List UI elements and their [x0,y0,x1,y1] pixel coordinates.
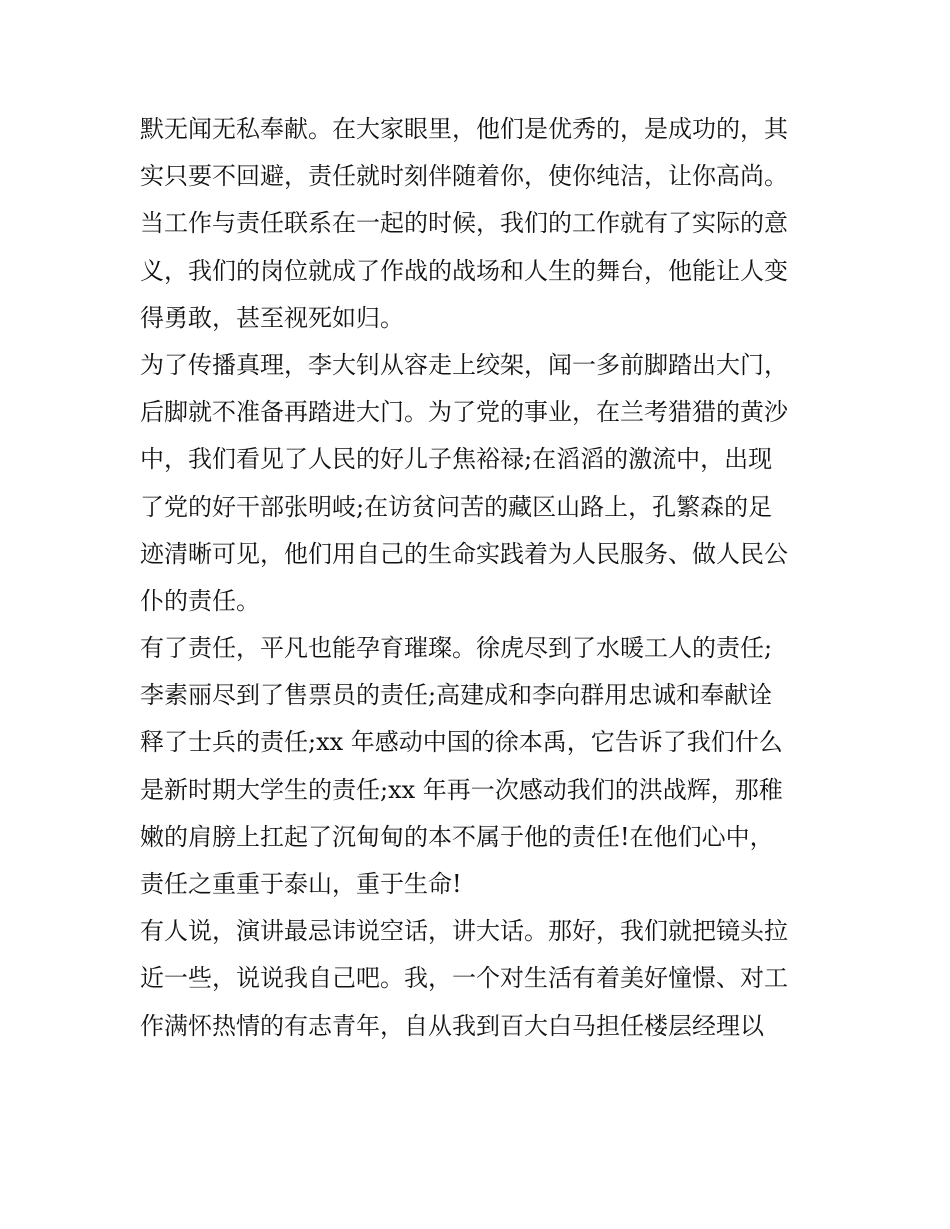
text-line: 有了责任，平凡也能孕育璀璨。徐虎尽到了水暖工人的责任; [140,634,773,663]
text-line: 作满怀热情的有志青年，自从我到百大白马担任楼层经理以 [140,1011,764,1040]
text-line: 当工作与责任联系在一起的时候，我们的工作就有了实际的意 [140,209,788,238]
text-line: 近一些，说说我自己吧。我，一个对生活有着美好憧憬、对工 [140,964,788,993]
text-line: 默无闻无私奉献。在大家眼里，他们是优秀的，是成功的，其 [140,115,788,143]
text-line: 后脚就不准备再踏进大门。为了党的事业，在兰考猎猎的黄沙 [140,398,788,427]
text-line: 有人说，演讲最忌讳说空话，讲大话。那好，我们就把镜头拉 [140,917,788,946]
text-line: 中，我们看见了人民的好儿子焦裕禄;在滔滔的激流中，出现 [140,445,773,474]
body-text [140,106,820,1050]
text-line: 是新时期大学生的责任;xx 年再一次感动我们的洪战辉，那稚 [140,775,783,804]
text-line: 仆的责任。 [140,586,260,615]
text-line: 得勇敢，甚至视死如归。 [140,303,404,332]
text-line: 释了士兵的责任;xx 年感动中国的徐本禹，它告诉了我们什么 [140,728,783,757]
text-line: 责任之重重于泰山，重于生命! [140,870,462,898]
text-line: 嫩的肩膀上扛起了沉甸甸的本不属于他的责任!在他们心中， [140,822,774,851]
text-line: 义，我们的岗位就成了作战的战场和人生的舞台，他能让人变 [140,256,788,285]
text-line: 了党的好干部张明岐;在访贫问苦的藏区山路上，孔繁森的足 [140,492,773,521]
text-line: 迹清晰可见，他们用自己的生命实践着为人民服务、做人民公 [140,539,788,568]
text-line: 实只要不回避，责任就时刻伴随着你，使你纯洁，让你高尚。 [140,162,788,191]
text-line: 李素丽尽到了售票员的责任;高建成和李向群用忠诚和奉献诠 [140,681,773,710]
text-line: 为了传播真理，李大钊从容走上绞架，闻一多前脚踏出大门， [140,350,788,379]
